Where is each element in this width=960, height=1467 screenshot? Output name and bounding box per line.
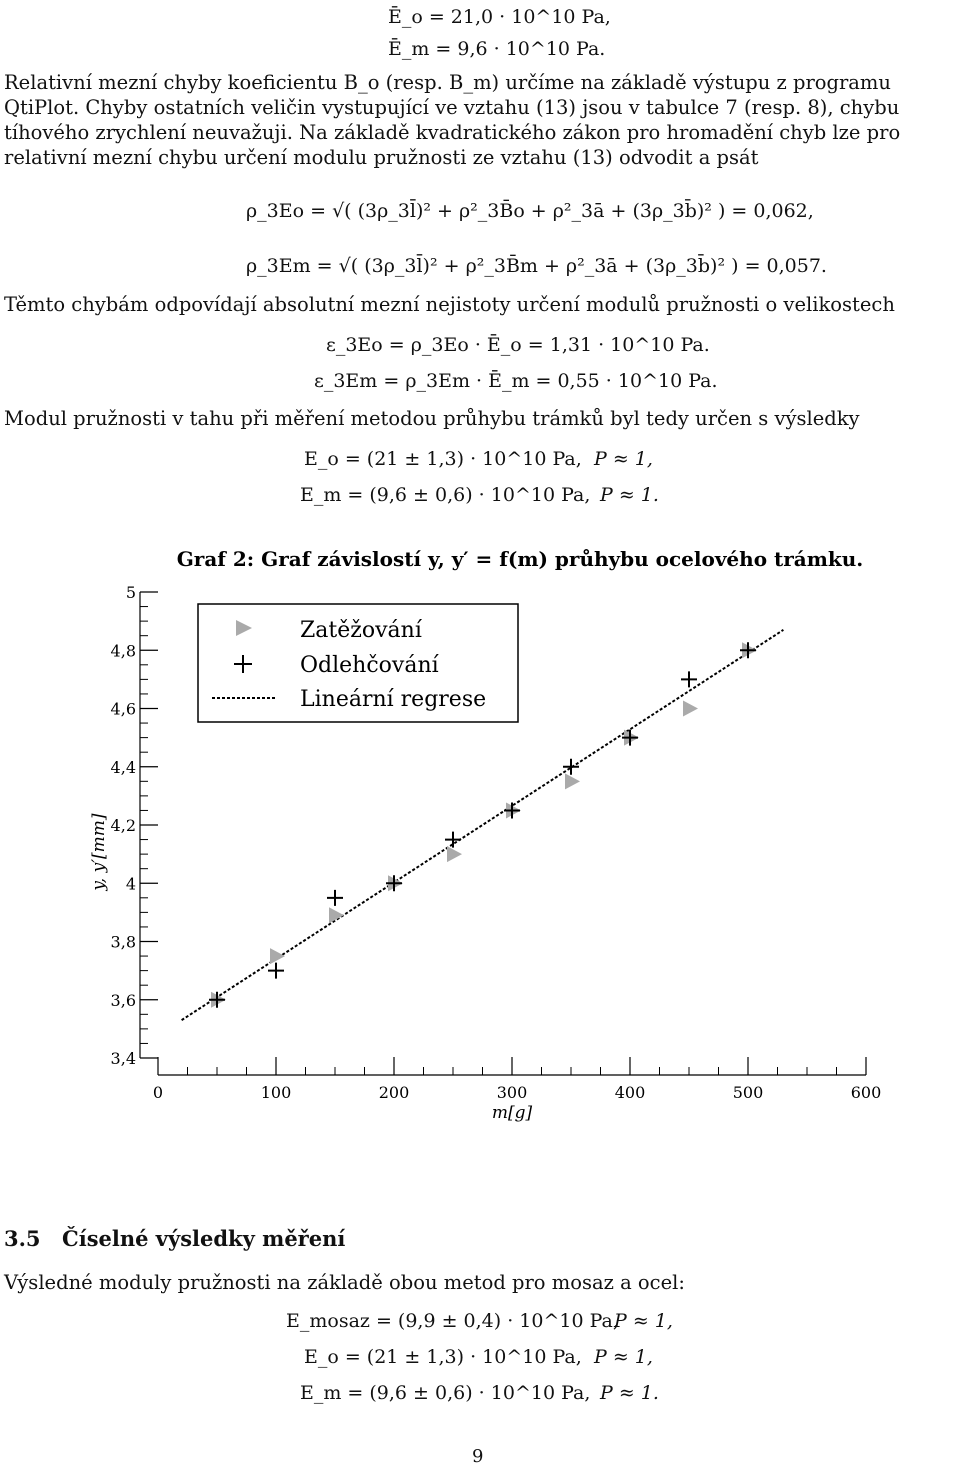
x-tick-label: 400 (614, 1083, 646, 1102)
y-axis-label: y, y′[mm] (89, 813, 109, 891)
unloading-point (681, 671, 697, 687)
result-steel-Em-value: E_m = (9,6 ± 0,6) · 10^10 Pa, (300, 1382, 591, 1404)
page-number: 9 (472, 1446, 484, 1467)
y-tick-label: 4 (125, 874, 136, 894)
result-brass-probability: P ≈ 1, (614, 1310, 673, 1332)
unloading-point (327, 890, 343, 906)
x-axis-label: m[g] (491, 1103, 533, 1123)
equation-Em-mean: Ē_m = 9,6 · 10^10 Pa. (388, 38, 606, 60)
deflection-chart (0, 530, 960, 1150)
equation-Eo-mean: Ē_o = 21,0 · 10^10 Pa, (388, 6, 611, 28)
loading-point (329, 907, 344, 923)
y-axis-ticks (111, 583, 158, 1068)
section-number: 3.5 (4, 1226, 41, 1251)
y-tick-label: 3,4 (110, 1049, 136, 1068)
equation-rho-Eo: ρ_3Eo = √( (3ρ_3l̄)² + ρ²_3B̄o + ρ²_3ā + (3ρ_3b̄)² ) = 0,062, (246, 200, 814, 222)
legend-item-loading: Zatěžování (300, 618, 422, 643)
loading-point (270, 948, 285, 964)
unloading-point (445, 832, 461, 848)
y-tick-label: 3,8 (110, 932, 136, 952)
unloading-point (268, 963, 284, 979)
paragraph-results-intro: Modul pružnosti v tahu při měření metodou průhybu trámků byl tedy určen s výsledky (4, 407, 860, 430)
x-tick-label: 0 (152, 1083, 164, 1102)
y-tick-label: 4,8 (110, 641, 136, 661)
x-tick-label: 100 (260, 1083, 292, 1102)
loading-point (683, 701, 698, 717)
result-Eo-probability: P ≈ 1, (594, 448, 653, 470)
y-tick-label: 4,4 (110, 757, 136, 777)
section-title: Číselné výsledky měření (62, 1226, 346, 1251)
y-tick-label: 3,6 (110, 990, 136, 1010)
legend-item-regression: Lineární regrese (300, 687, 487, 712)
loading-point (447, 846, 462, 862)
result-Eo-value: E_o = (21 ± 1,3) · 10^10 Pa, (304, 448, 582, 470)
y-tick-label: 5 (125, 583, 136, 602)
paragraph-absolute-uncertainty: Těmto chybám odpovídají absolutní mezní nejistoty určení modulů pružnosti o velikostech (4, 293, 895, 316)
x-axis-ticks (153, 1057, 881, 1102)
x-tick-label: 300 (496, 1083, 528, 1102)
y-tick-label: 4,6 (110, 699, 136, 719)
result-steel-Eo-value: E_o = (21 ± 1,3) · 10^10 Pa, (304, 1346, 582, 1368)
result-Em-value: E_m = (9,6 ± 0,6) · 10^10 Pa, (300, 484, 591, 506)
result-Em-probability: P ≈ 1. (600, 484, 659, 506)
equation-rho-Em: ρ_3Em = √( (3ρ_3l̄)² + ρ²_3B̄m + ρ²_3ā + (3ρ_3b̄)² ) = 0,057. (246, 255, 827, 277)
paragraph-final-results: Výsledné moduly pružnosti na základě obou metod pro mosaz a ocel: (4, 1271, 685, 1294)
chart-legend (198, 604, 518, 722)
y-tick-label: 4,2 (110, 816, 136, 835)
equation-eps-Em: ε_3Em = ρ_3Em · Ē_m = 0,55 · 10^10 Pa. (314, 370, 718, 392)
x-tick-label: 200 (378, 1083, 410, 1102)
equation-eps-Eo: ε_3Eo = ρ_3Eo · Ē_o = 1,31 · 10^10 Pa. (326, 334, 710, 356)
legend-item-unloading: Odlehčování (300, 653, 439, 678)
paragraph-error-intro: Relativní mezní chyby koeficientu B_o (resp. B_m) určíme na základě výstupu z programu QtiPlot. Chyby ostatních veličin vystupující ve vztahu (13) jsou v tabulce 7 (resp. 8), chybu tíhového zrychlení neuvažuji. Na základě kvadratického zákon pro hromadění chyb lze pro relativní mezní chybu určení modulu pružnosti ze vztahu (13) odvodit a psát (4, 71, 901, 169)
result-brass-value: E_mosaz = (9,9 ± 0,4) · 10^10 Pa, (286, 1310, 619, 1332)
chart-title: Graf 2: Graf závislostí y, y′ = f(m) průhybu ocelového trámku. (176, 547, 864, 571)
loading-point (565, 773, 580, 789)
result-steel-Em-probability: P ≈ 1. (600, 1382, 659, 1404)
x-tick-label: 500 (732, 1083, 764, 1102)
x-tick-label: 600 (850, 1083, 882, 1102)
result-steel-Eo-probability: P ≈ 1, (594, 1346, 653, 1368)
